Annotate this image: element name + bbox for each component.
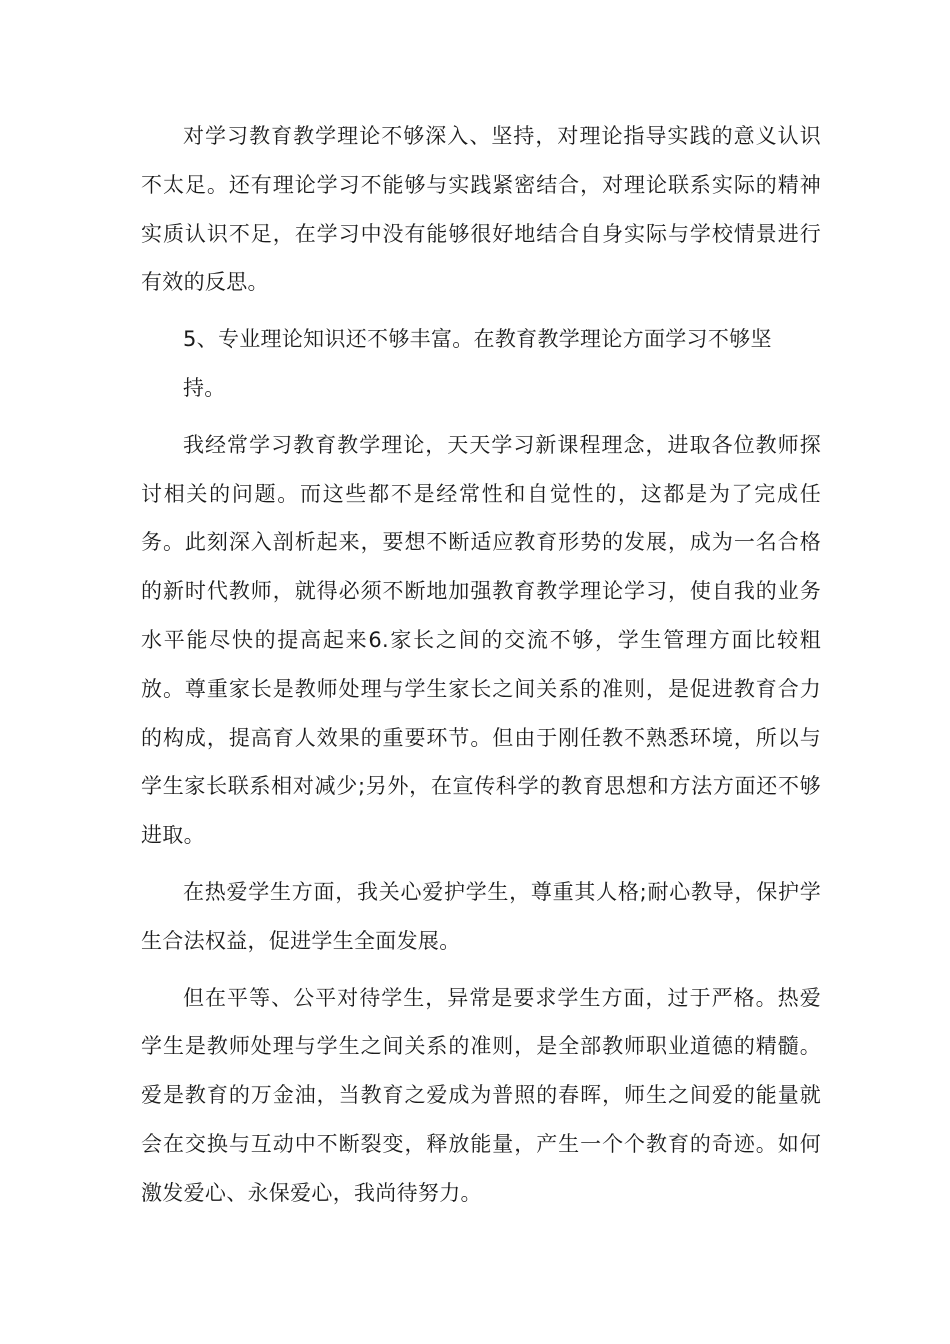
paragraph-equal-treatment: 但在平等、公平对待学生，异常是要求学生方面，过于严格。热爱学生是教师处理与学生之间关系的准则，是全部教师职业道德的精髓。爱是教育的万金油，当教育之爱成为普照的春晖，师生之间爱的能量就会在交换与互动中不断裂变，释放能量，产生一个个教育的奇迹。如何激发爱心、永保爱心，我尚待努力。 bbox=[141, 985, 821, 1205]
paragraph-theory-reflection: 对学习教育教学理论不够深入、坚持，对理论指导实践的意义认识不太足。还有理论学习不能够与实践紧密结合，对理论联系实际的精神实质认识不足，在学习中没有能够很好地结合自身实际与学校情景进行有效的反思。 bbox=[141, 124, 821, 295]
paragraph-item-5-continued: 持。 bbox=[183, 375, 226, 400]
document-body bbox=[141, 112, 821, 1226]
paragraph-item-5: 5、专业理论知识还不够丰富。在教育教学理论方面学习不够坚 bbox=[183, 327, 772, 352]
paragraph-love-students: 在热爱学生方面，我关心爱护学生，尊重其人格;耐心教导，保护学生合法权益，促进学生全面发展。 bbox=[141, 879, 821, 953]
paragraph-study-and-parents: 我经常学习教育教学理论，天天学习新课程理念，进取各位教师探讨相关的问题。而这些都不是经常性和自觉性的，这都是为了完成任务。此刻深入剖析起来，要想不断适应教育形势的发展，成为一名合格的新时代教师，就得必须不断地加强教育教学理论学习，使自我的业务水平能尽快的提高起来6.家长之间的交流不够，学生管理方面比较粗放。尊重家长是教师处理与学生家长之间关系的准则，是促进教育合力的构成，提高育人效果的重要环节。但由于刚任教不熟悉环境，所以与学生家长联系相对减少;另外，在宣传科学的教育思想和方法方面还不够进取。 bbox=[141, 432, 821, 848]
